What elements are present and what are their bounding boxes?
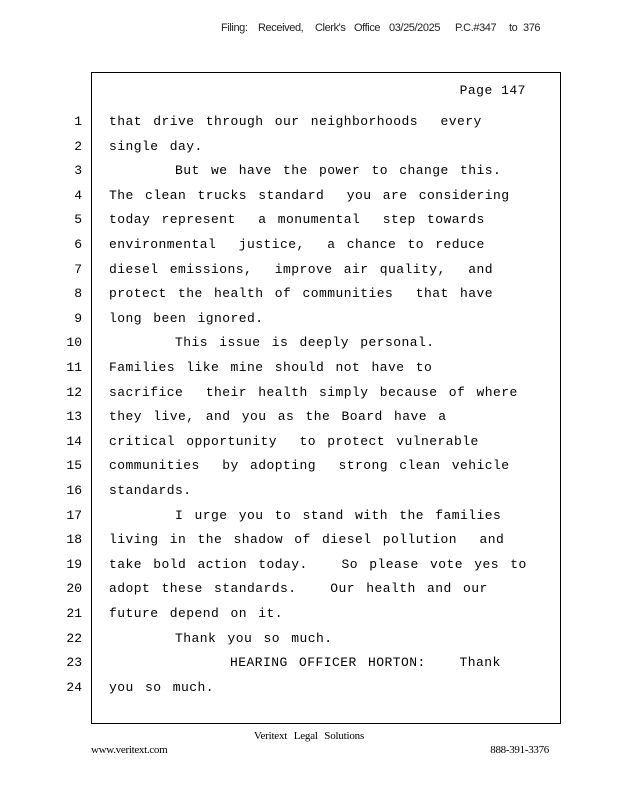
transcript-line: living in the shadow of diesel pollution and	[109, 532, 505, 548]
transcript-line: critical opportunity to protect vulnerable	[109, 433, 479, 449]
transcript-line: sacrifice their health simply because of where	[109, 384, 518, 400]
line-number: 16	[66, 483, 82, 498]
footer-phone: 888-391-3376	[490, 744, 549, 756]
line-number: 6	[74, 237, 82, 252]
transcript-line: I urge you to stand with the families	[175, 507, 502, 523]
transcript-line: protect the health of communities that have	[109, 286, 494, 302]
transcript-line: standards.	[109, 483, 192, 498]
transcript-line: communities by adopting strong clean vehicle	[109, 458, 510, 474]
transcript-line: This issue is deeply personal.	[175, 335, 435, 351]
line-number: 23	[66, 655, 82, 671]
transcript-line: single day.	[109, 138, 203, 154]
line-number: 22	[66, 630, 82, 646]
line-number: 10	[66, 335, 82, 351]
transcript-line: diesel emissions, improve air quality, and	[109, 261, 494, 277]
transcript-line: they live, and you as the Board have a	[109, 409, 447, 425]
to-label: to	[509, 22, 518, 34]
transcript-line: HEARING OFFICER HORTON: Thank	[230, 655, 501, 671]
transcript-line: today represent a monumental step towards	[109, 212, 485, 228]
transcript-line: The clean trucks standard you are considering	[109, 187, 510, 203]
line-number: 13	[66, 409, 82, 425]
line-number: 18	[66, 532, 82, 548]
received-label: Received,	[258, 22, 304, 34]
transcript-line: take bold action today. So please vote yes to	[109, 556, 527, 572]
footer-website: www.veritext.com	[91, 744, 168, 756]
line-number: 24	[66, 679, 82, 695]
filing-date: 03/25/2025	[389, 22, 441, 34]
transcript-line: adopt these standards. Our health and our	[109, 581, 488, 597]
line-number: 2	[74, 138, 82, 154]
transcript-line: that drive through our neighborhoods every	[109, 114, 482, 129]
line-number: 15	[66, 458, 82, 474]
transcript-line: environmental justice, a chance to reduce	[109, 237, 485, 252]
line-number: 7	[74, 261, 82, 277]
line-number: 8	[74, 286, 82, 302]
line-number: 19	[66, 556, 82, 572]
transcript-line: long been ignored.	[109, 310, 264, 326]
line-number: 9	[74, 310, 82, 326]
line-number: 11	[66, 360, 82, 375]
footer-company: Veritext Legal Solutions	[253, 730, 365, 742]
line-number: 3	[74, 163, 82, 179]
transcript-line: But we have the power to change this.	[175, 163, 502, 179]
line-number: 12	[66, 384, 82, 400]
transcript-line: future depend on it.	[109, 606, 284, 621]
line-number: 14	[66, 433, 82, 449]
page-number: Page 147	[459, 83, 526, 98]
line-number: 1	[74, 114, 82, 129]
line-number: 17	[66, 507, 82, 523]
line-number: 20	[66, 581, 82, 597]
pc-number: P.C.#347	[455, 22, 497, 34]
transcript-line: Thank you so much.	[175, 630, 333, 646]
line-number: 21	[66, 606, 82, 621]
transcript-line: Families like mine should not have to	[109, 360, 433, 375]
line-number: 5	[74, 212, 82, 228]
total-count: 376	[523, 22, 541, 34]
office-label: Office	[354, 22, 381, 34]
transcript-line: you so much.	[109, 679, 215, 695]
clerks-label: Clerk's	[315, 22, 346, 34]
line-number: 4	[74, 187, 82, 203]
filing-label: Filing:	[221, 22, 248, 34]
